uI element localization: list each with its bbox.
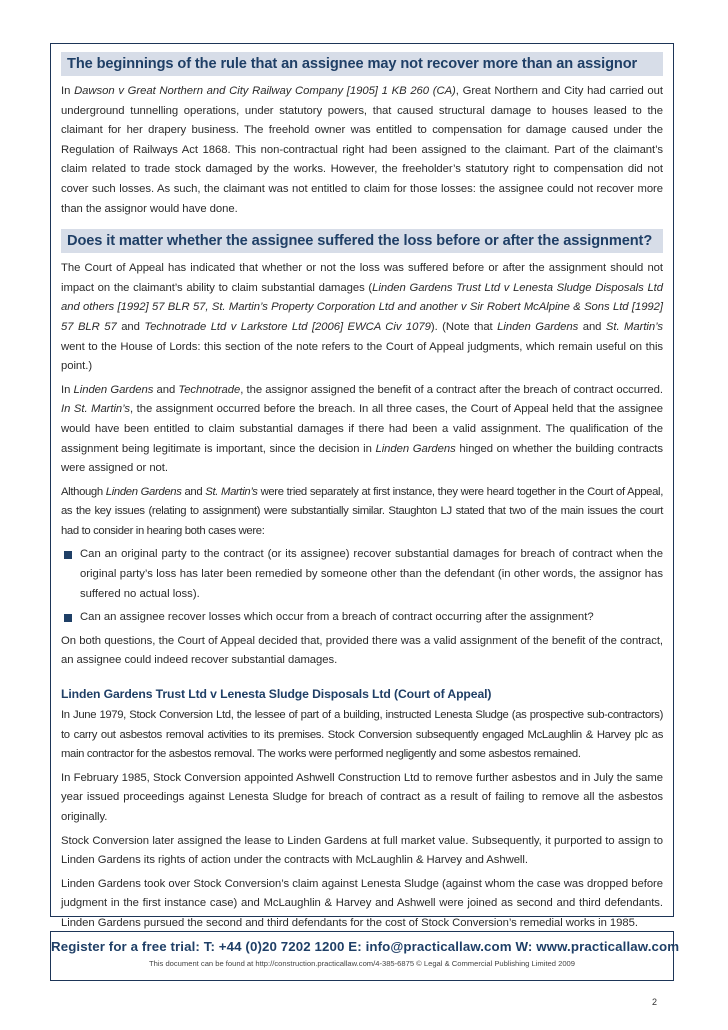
text-span: went to the House of Lords: this section of the note refers to the Court of Appeal judgments, which remain useful on this point.) [61, 340, 663, 373]
text-span: and [578, 320, 606, 333]
register-trial-line: Register for a free trial: T: +44 (0)20 7202 1200 E: info@practicallaw.com W: www.practicallaw.com [51, 939, 680, 954]
content-inner [51, 44, 673, 934]
content-frame [50, 43, 674, 929]
text-span: Although [61, 485, 106, 498]
case-citation: Technotrade [178, 383, 241, 396]
text-span: , Great Northern and City had carried out underground tunnelling operations, under statutory powers, that caused structural damage to houses leased to the claimant for her drapery business. The freehold owner was entitled to compensation for damage caused under the Regulation of Railways Act 1868. This non-contractual right had been assigned to the claimant. Part of the claimant’s claim related to trade stock damaged by the works. However, the freeholder’s statutory right to compensation did not cover such losses. As such, the claimant was not entitled to claim for those losses: the assignee could not recover more than the assignor would have done. [61, 85, 663, 215]
paragraph-linden-4: Linden Gardens took over Stock Conversion’s claim against Lenesta Sludge (against whom the case was dropped before judgment in the first instance case) and McLaughlin & Harvey and Ashwell were joined as second and third defendants. Linden Gardens pursued the second and third defendants for the cost of Stock Conversion’s remedial works in 1985. [61, 877, 663, 929]
case-citation: In St. Martin’s [61, 403, 131, 416]
text-span: ). (Note that [430, 320, 498, 333]
paragraph-linden-3: Stock Conversion later assigned the lease to Linden Gardens at full market value. Subsequently, it purported to assign to Linden Gardens its rights of action under the contracts with McLaughlin & Harvey and Ashwell. [61, 834, 663, 867]
case-citation: Linden Gardens [375, 442, 456, 455]
paragraph-dawson [61, 82, 663, 219]
square-bullet-icon [64, 551, 72, 559]
section-heading-loss-timing: Does it matter whether the assignee suffered the loss before or after the assignment? [61, 229, 663, 253]
text-span: were tried separately at first instance, they were heard together in the Court of Appeal, as the key issues (relating to assignment) were substantially similar. Staughton LJ stated that two of the main issues the court had to consider in hearing both cases were: [61, 485, 663, 537]
text-span: and [153, 383, 179, 396]
paragraph-court-of-appeal [61, 259, 663, 377]
page-number: 2 [652, 997, 658, 1007]
text-span: , the assignment occurred before the breach. In all three cases, the Court of Appeal held that the assignee would have been entitled to claim substantial damages if there had been a valid assignment. The qualification of the assignment being legitimate is important, since the decision in [61, 403, 663, 455]
case-citation: St. Martin’s [205, 485, 258, 498]
document-source-note: This document can be found at http://construction.practicallaw.com/4-385-6875 © Legal & Commercial Publishing Limited 2009 [148, 959, 575, 968]
case-citation: Linden Gardens Trust Ltd v Lenesta Sludge Disposals Ltd and others [1992] 57 BLR 57, St. Martin’s Property Corporation Ltd and another v Sir Robert McAlpine & Sons Ltd [1992] 57 BLR 57 [61, 281, 663, 333]
case-citation: Linden Gardens [497, 320, 579, 333]
paragraph-both-questions: On both questions, the Court of Appeal decided that, provided there was a valid assignment of the benefit of the contract, an assignee could indeed recover substantial damages. [61, 634, 663, 667]
text-span: In [61, 383, 74, 396]
case-citation: Linden Gardens [73, 383, 154, 396]
text-span: and [181, 485, 206, 498]
paragraph-linden-2: In February 1985, Stock Conversion appointed Ashwell Construction Ltd to remove further asbestos and in July the same year issued proceedings against Lenesta Sludge for breach of contract as a result of failing to remove all the asbestos originally. [61, 771, 663, 823]
text-span: In [61, 85, 75, 97]
subheading-linden-gardens: Linden Gardens Trust Ltd v Lenesta Sludge Disposals Ltd (Court of Appeal) [61, 687, 492, 702]
section-heading-assignee-rule: The beginnings of the rule that an assignee may not recover more than an assignor [61, 52, 663, 76]
bullet-item [61, 545, 663, 604]
square-bullet-icon [64, 614, 72, 622]
paragraph-tried-separately [61, 483, 663, 542]
bullet-text: Can an original party to the contract (or its assignee) recover substantial damages for breach of contract when the original party’s loss has later been remedied by someone other than the defendant (in other words, the assignor has suffered no actual loss). [80, 548, 663, 600]
case-citation: Dawson v Great Northern and City Railway Company [1905] 1 KB 260 (CA) [74, 85, 456, 97]
text-span: hinged on whether the building contracts were assigned or not. [61, 442, 663, 475]
bullet-text: Can an assignee recover losses which occur from a breach of contract occurring after the assignment? [80, 611, 594, 624]
paragraph-linden-technotrade [61, 381, 663, 479]
case-citation: St. Martin’s [605, 320, 663, 333]
paragraph-linden-1: In June 1979, Stock Conversion Ltd, the lessee of part of a building, instructed Lenesta Sludge (as prospective sub-contractors) to carry out asbestos removal activities to its premises. Stock Conversion subsequently engaged McLaughlin & Harvey plc as main contractor for the asbestos removal. The works were performed negligently and some asbestos remained. [61, 709, 663, 761]
footer-box [50, 931, 680, 981]
text-span: , the assignor assigned the benefit of a contract after the breach of contract occurred. [240, 383, 663, 396]
case-citation: Linden Gardens [105, 485, 182, 498]
text-span: The Court of Appeal has indicated that whether or not the loss was suffered before or after the assignment should not impact on the claimant’s ability to claim substantial damages ( [61, 262, 663, 294]
text-span: and [116, 320, 145, 333]
bullet-item [61, 608, 663, 628]
case-citation: Technotrade Ltd v Larkstore Ltd [2006] EWCA Civ 1079 [144, 320, 431, 333]
